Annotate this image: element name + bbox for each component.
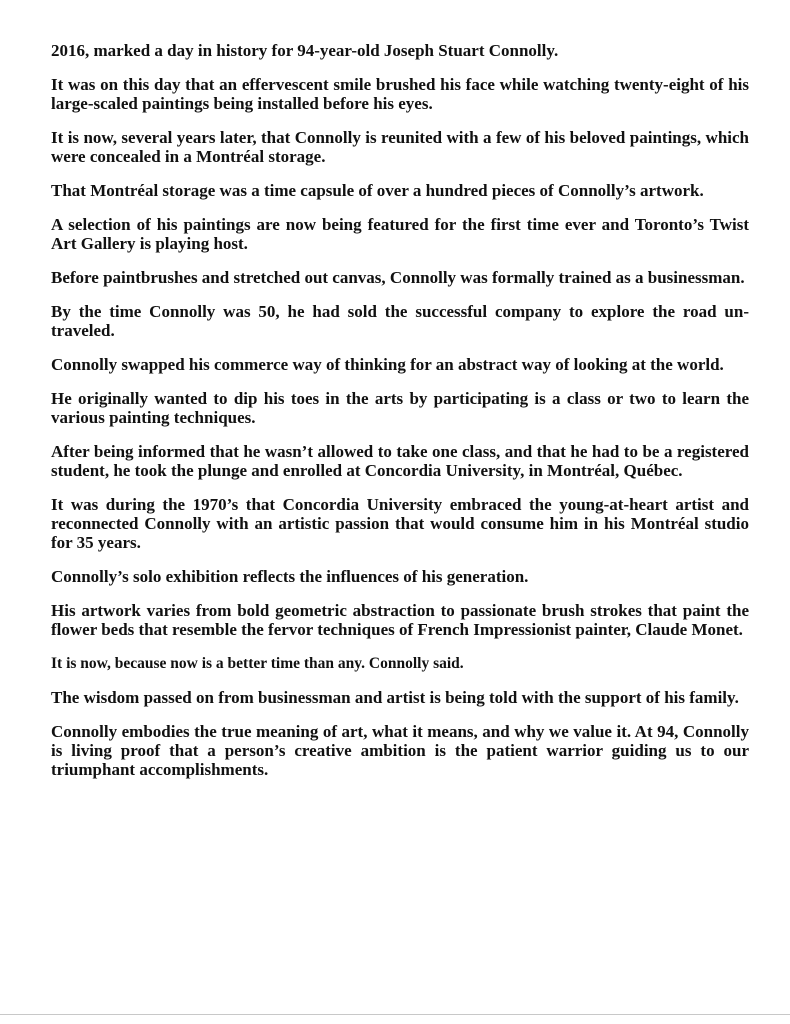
- paragraph: The wisdom passed on from businessman and artist is being told with the support of his family.: [51, 688, 739, 707]
- paragraph: By the time Connolly was 50, he had sold the successful company to explore the road untraveled.: [51, 302, 749, 340]
- paragraph: It is now, several years later, that Connolly is reunited with a few of his beloved paintings, which were concealed in a Montréal storage.: [51, 128, 749, 166]
- paragraph: Connolly swapped his commerce way of thinking for an abstract way of looking at the world.: [51, 355, 724, 374]
- paragraph: Connolly’s solo exhibition reflects the influences of his generation.: [51, 567, 529, 586]
- paragraph: His artwork varies from bold geometric abstraction to passionate brush strokes that paint the flower beds that resemble the fervor techniques of French Impressionist painter, Claude Monet.: [51, 601, 749, 639]
- paragraph: It was during the 1970’s that Concordia University embraced the young-at-heart artist and reconnected Connolly with an artistic passion that would consume him in his Montréal studio for 35 years.: [51, 495, 749, 552]
- article-body: [51, 41, 749, 794]
- paragraph: It was on this day that an effervescent smile brushed his face while watching twenty-eight of his large-scaled paintings being installed before his eyes.: [51, 75, 749, 113]
- paragraph: 2016, marked a day in history for 94-year-old Joseph Stuart Connolly.: [51, 41, 559, 60]
- paragraph: That Montréal storage was a time capsule of over a hundred pieces of Connolly’s artwork.: [51, 181, 704, 200]
- page-bottom-edge: [0, 1014, 790, 1015]
- paragraph: Before paintbrushes and stretched out canvas, Connolly was formally trained as a businessman.: [51, 268, 745, 287]
- paragraph: Connolly embodies the true meaning of art, what it means, and why we value it. At 94, Connolly is living proof that a person’s creative ambition is the patient warrior guiding us to our triumphant accomplishments.: [51, 722, 749, 779]
- paragraph: A selection of his paintings are now being featured for the first time ever and Toronto’s Twist Art Gallery is playing host.: [51, 215, 749, 253]
- paragraph: After being informed that he wasn’t allowed to take one class, and that he had to be a registered student, he took the plunge and enrolled at Concordia University, in Montréal, Québec.: [51, 442, 749, 480]
- paragraph: It is now, because now is a better time than any. Connolly said.: [51, 655, 464, 672]
- paragraph: He originally wanted to dip his toes in the arts by participating is a class or two to learn the various painting techniques.: [51, 389, 749, 427]
